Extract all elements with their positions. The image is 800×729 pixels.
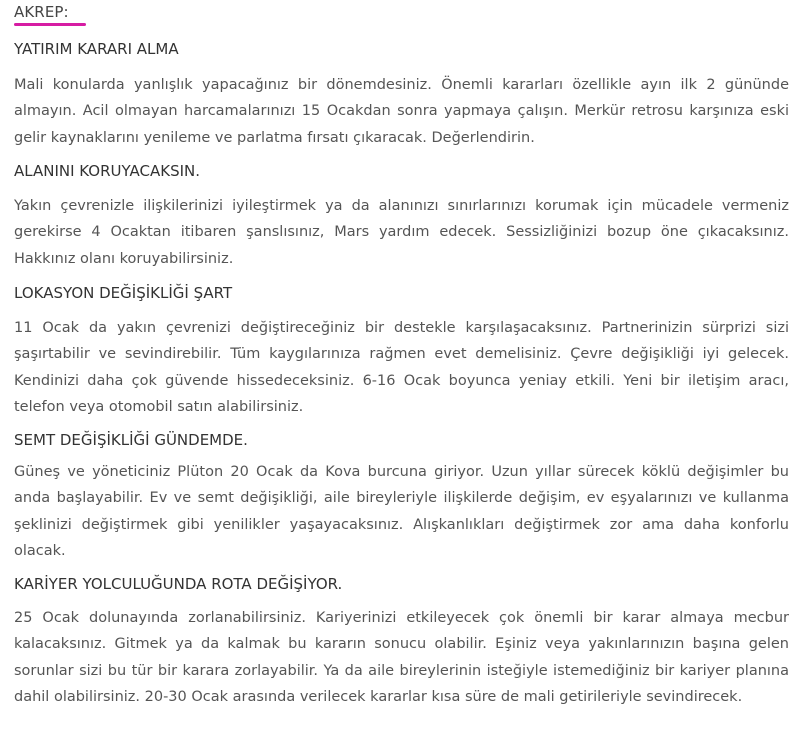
- title-underline: [14, 23, 86, 26]
- sign-title: AKREP:: [14, 3, 69, 21]
- section-paragraph: 11 Ocak da yakın çevrenizi değiştireceğiniz bir destekle karşılaşacaksınız. Partnerinizin sürprizi sizi şaşırtabilir ve sevindirebilir. Tüm kaygılarınıza rağmen evet demelisiniz. Çevre değişikliği iyi gelecek. Kendinizi daha çok güvende hissedeceksiniz. 6-16 Ocak boyunca yeniay etkili. Yeni bir iletişim aracı, telefon veya otomobil satın alabilirsiniz.: [14, 320, 789, 415]
- section-paragraph: Yakın çevrenizle ilişkilerinizi iyileştirmek ya da alanınızı sınırlarınızı korumak için mücadele vermeniz gerekirse 4 Ocaktan itibaren şanslısınız, Mars yardım edecek. Sessizliğinizi bozup öne çıkacaksınız. Hakkınız olanı koruyabilirsiniz.: [14, 198, 789, 267]
- section-heading: KARİYER YOLCULUĞUNDA ROTA DEĞİŞİYOR.: [14, 575, 343, 593]
- section-paragraph: Güneş ve yöneticiniz Plüton 20 Ocak da Kova burcuna giriyor. Uzun yıllar sürecek köklü değişimler bu anda başlayabilir. Ev ve semt değişikliği, aile bireyleriyle ilişkilerde değişim, ev eşyalarınızı ve kullanma şeklinizi değiştirmek gibi yenilikler yaşayacaksınız. Alışkanlıkları değiştirmek zor ama daha konforlu olacak.: [14, 464, 789, 559]
- section-heading: YATIRIM KARARI ALMA: [14, 40, 179, 58]
- section-paragraph: 25 Ocak dolunayında zorlanabilirsiniz. Kariyerinizi etkileyecek çok önemli bir karar almaya mecbur kalacaksınız. Gitmek ya da kalmak bu kararın sonucu olabilir. Eşiniz veya yakınlarınızın başına gelen sorunlar sizi bu tür bir karara zorlayabilir. Ya da aile bireylerinin isteğiyle istemediğiniz bir kariyer planına dahil olabilirsiniz. 20-30 Ocak arasında verilecek kararlar kısa süre de mali getirileriyle sevindirecek.: [14, 610, 789, 705]
- section-paragraph: Mali konularda yanlışlık yapacağınız bir dönemdesiniz. Önemli kararları özellikle ayın ilk 2 gününde almayın. Acil olmayan harcamalarınızı 15 Ocakdan sonra yapmaya çalışın. Merkür retrosu karşınıza eski gelir kaynaklarını yenileme ve parlatma fırsatı çıkaracak. Değerlendirin.: [14, 77, 789, 146]
- section-heading: LOKASYON DEĞİŞİKLİĞİ ŞART: [14, 284, 233, 302]
- section-heading: SEMT DEĞİŞİKLİĞİ GÜNDEMDE.: [14, 431, 248, 449]
- section-heading: ALANINI KORUYACAKSIN.: [14, 162, 201, 180]
